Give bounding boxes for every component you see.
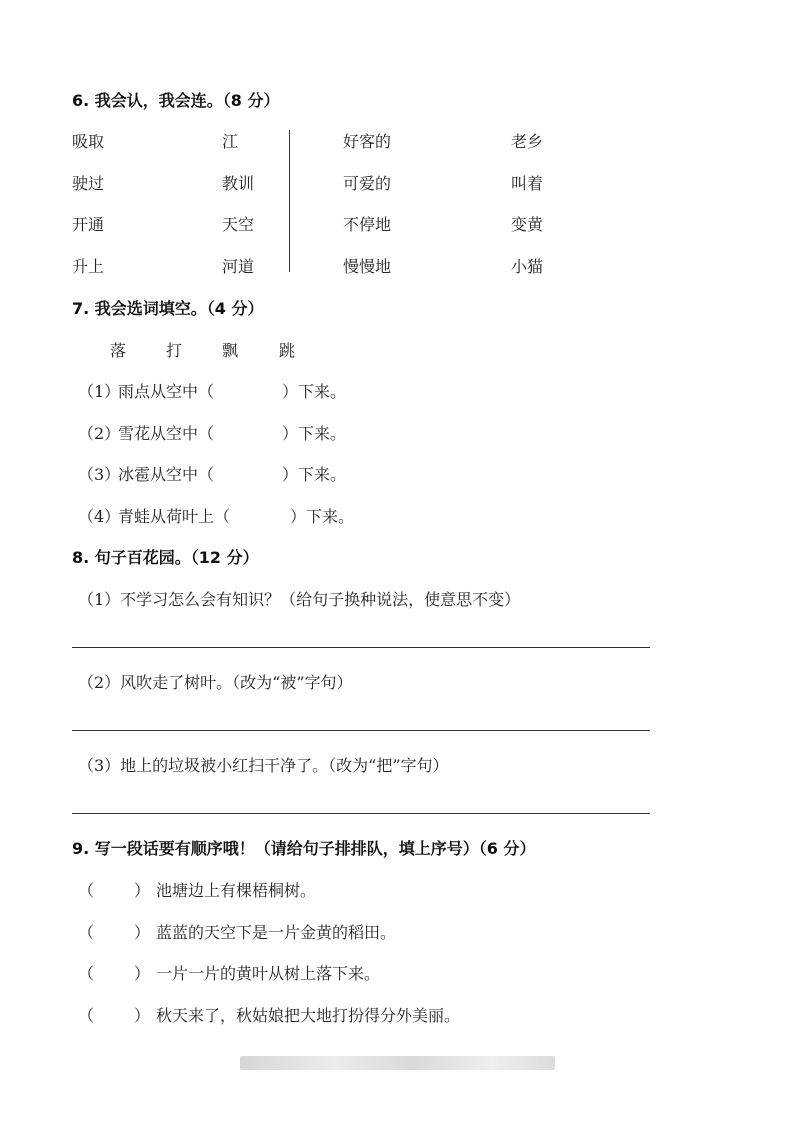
answer-line[interactable]	[72, 647, 650, 648]
answer-line[interactable]	[72, 730, 650, 731]
q6-col3-item: 不停地	[343, 215, 392, 234]
q6-col2-item: 教训	[222, 174, 255, 193]
q7-item-tail: ）下来。	[290, 507, 355, 526]
column-divider	[289, 130, 290, 272]
q9-close-paren: ）	[134, 964, 151, 983]
q7-item-tail: ）下来。	[282, 465, 347, 484]
q6-col4-item: 叫着	[511, 174, 544, 193]
q6-col1-item: 吸取	[72, 132, 105, 151]
q9-sentence: 池塘边上有棵梧桐树。	[156, 881, 317, 900]
blurred-footer-watermark	[240, 1056, 555, 1070]
q7-item-number: （2）	[78, 424, 121, 443]
q9-close-paren: ）	[134, 1006, 151, 1025]
q6-col1-item: 开通	[72, 215, 105, 234]
q6-col1-item: 升上	[72, 257, 105, 276]
q9-open-paren: （	[78, 923, 95, 942]
q6-col2-item: 天空	[222, 215, 255, 234]
answer-line[interactable]	[72, 813, 650, 814]
q6-col4-item: 小猫	[511, 257, 544, 276]
q7-item-stem: 雨点从空中（	[118, 382, 215, 401]
q6-col3-item: 好客的	[343, 132, 392, 151]
q6-col2-item: 河道	[222, 257, 255, 276]
q8-item-prompt: （2）风吹走了树叶。（改为“被”字句）	[78, 673, 353, 692]
q8-heading: 8. 句子百花园。（12 分）	[72, 548, 259, 567]
q7-item-stem: 冰雹从空中（	[118, 465, 215, 484]
q7-item-tail: ）下来。	[282, 382, 347, 401]
q7-word-option: 落	[110, 341, 127, 360]
q7-word-option: 打	[166, 341, 183, 360]
q6-heading: 6. 我会认，我会连。（8 分）	[72, 91, 280, 110]
q6-col2-item: 江	[222, 132, 239, 151]
q9-open-paren: （	[78, 1006, 95, 1025]
q7-item-number: （3）	[78, 465, 121, 484]
q8-item-prompt: （1）不学习怎么会有知识？（给句子换种说法，使意思不变）	[78, 590, 521, 609]
q8-item-prompt: （3）地上的垃圾被小红扫干净了。（改为“把”字句）	[78, 756, 449, 775]
q6-col3-item: 可爱的	[343, 174, 392, 193]
q7-word-option: 飘	[222, 341, 239, 360]
q9-open-paren: （	[78, 881, 95, 900]
q6-col4-item: 变黄	[511, 215, 544, 234]
q9-sentence: 秋天来了，秋姑娘把大地打扮得分外美丽。	[156, 1006, 461, 1025]
q6-col4-item: 老乡	[511, 132, 544, 151]
q7-item-number: （1）	[78, 382, 121, 401]
q7-word-option: 跳	[279, 341, 296, 360]
q9-close-paren: ）	[134, 881, 151, 900]
q7-item-stem: 青蛙从荷叶上（	[118, 507, 231, 526]
q6-col3-item: 慢慢地	[343, 257, 392, 276]
q9-sentence: 一片一片的黄叶从树上落下来。	[156, 964, 381, 983]
q9-heading: 9. 写一段话要有顺序哦！（请给句子排排队，填上序号）（6 分）	[72, 839, 536, 858]
q7-item-tail: ）下来。	[282, 424, 347, 443]
q9-close-paren: ）	[134, 923, 151, 942]
q9-open-paren: （	[78, 964, 95, 983]
q7-item-number: （4）	[78, 507, 121, 526]
q7-heading: 7. 我会选词填空。（4 分）	[72, 299, 264, 318]
q7-item-stem: 雪花从空中（	[118, 424, 215, 443]
q6-col1-item: 驶过	[72, 174, 105, 193]
q9-sentence: 蓝蓝的天空下是一片金黄的稻田。	[156, 923, 397, 942]
